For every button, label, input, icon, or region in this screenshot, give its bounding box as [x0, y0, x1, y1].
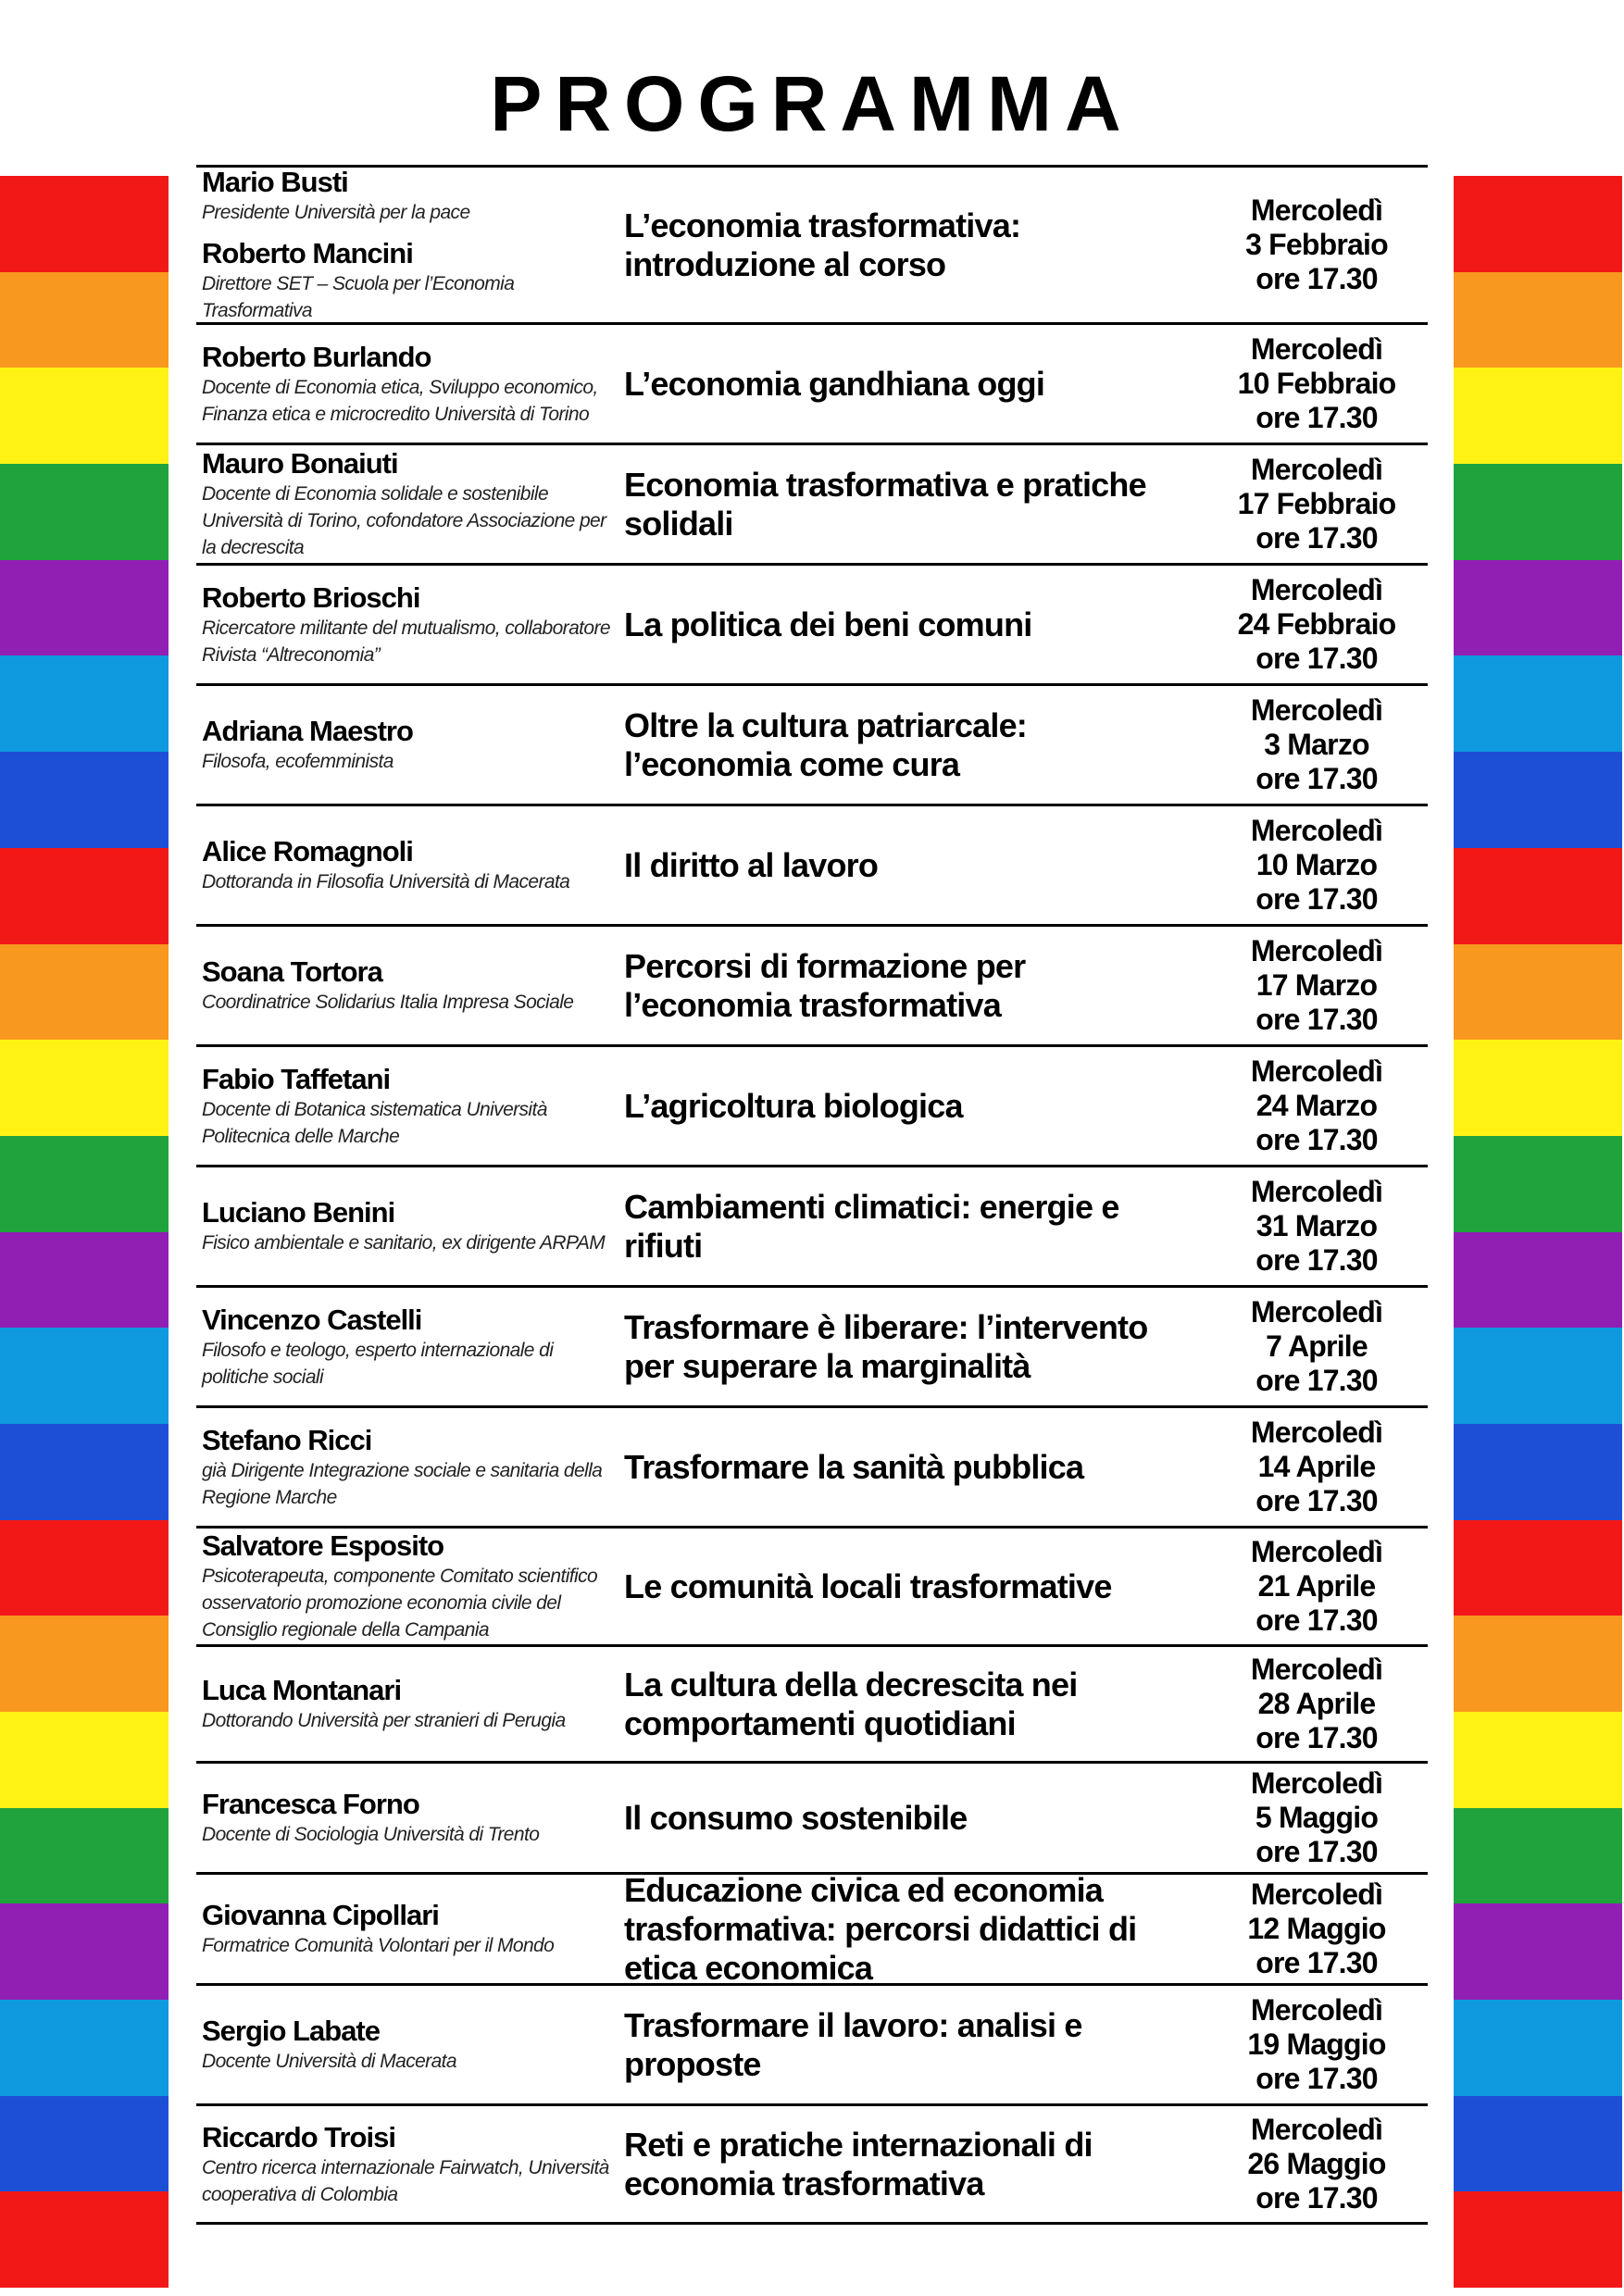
- session-row: [196, 2106, 1428, 2225]
- session-topic: Educazione civica ed economia trasformativa: percorsi didattici di etica economica: [624, 1870, 1137, 1987]
- page-title: PROGRAMMA: [490, 60, 1134, 147]
- color-stripe: [0, 176, 169, 272]
- speaker-role: Centro ricerca internazionale Fairwatch, Università cooperativa di Colombia: [202, 2156, 609, 2205]
- session-topic: Reti e pratiche internazionali di economia trasformativa: [624, 2125, 1093, 2202]
- session-date: [1206, 1986, 1428, 2103]
- speaker-name: Mario Busti: [202, 166, 348, 198]
- session-date: 19 Maggio: [1247, 2028, 1386, 2061]
- rainbow-stripes-left: [0, 176, 169, 2288]
- session-topic: La politica dei beni comuni: [624, 605, 1032, 643]
- session-time: ore 17.30: [1255, 1603, 1378, 1637]
- speakers-cell: [196, 1875, 613, 1983]
- speaker-name: Roberto Mancini: [202, 237, 413, 269]
- speaker-name: Salvatore Esposito: [202, 1529, 444, 1562]
- speakers-cell: [196, 1647, 613, 1761]
- session-day: Mercoledì: [1250, 193, 1383, 227]
- speaker-role: Filosofo e teologo, esperto internazionale di politiche sociali: [202, 1339, 554, 1388]
- session-day: Mercoledì: [1250, 1878, 1383, 1911]
- session-row: [196, 686, 1428, 806]
- color-stripe: [1454, 1136, 1622, 1232]
- color-stripe: [0, 2191, 169, 2288]
- speaker-role: Direttore SET – Scuola per l’Economia Trasformativa: [202, 273, 515, 321]
- speaker-name: Fabio Taffetani: [202, 1062, 391, 1095]
- session-topic: Oltre la cultura patriarcale: l’economia come cura: [624, 705, 1027, 783]
- session-date: [1206, 927, 1428, 1044]
- session-time: ore 17.30: [1255, 762, 1378, 795]
- speakers-cell: [196, 1408, 613, 1526]
- session-time: ore 17.30: [1255, 1003, 1378, 1036]
- session-date: 5 Maggio: [1255, 1801, 1379, 1834]
- speaker: [202, 166, 613, 226]
- speaker-role: Presidente Università per la pace: [202, 202, 470, 223]
- session-day: Mercoledì: [1250, 453, 1383, 486]
- color-stripe: [0, 655, 169, 752]
- session-date: 26 Maggio: [1247, 2147, 1386, 2180]
- session-time: ore 17.30: [1255, 882, 1378, 916]
- color-stripe: [1454, 1040, 1622, 1136]
- speaker: [202, 715, 613, 775]
- session-day: Mercoledì: [1250, 1535, 1383, 1568]
- speaker-name: Sergio Labate: [202, 2015, 380, 2047]
- speaker-role: Docente di Sociologia Università di Trento: [202, 1824, 540, 1845]
- color-stripe: [0, 1520, 169, 1616]
- color-stripe: [1454, 1712, 1622, 1808]
- speaker: [202, 447, 613, 561]
- speakers-cell: [196, 927, 613, 1044]
- session-topic: Percorsi di formazione per l’economia trasformativa: [624, 946, 1026, 1024]
- speaker: [202, 341, 613, 428]
- speaker-role: Dottoranda in Filosofia Università di Macerata: [202, 871, 570, 892]
- session-time: ore 17.30: [1255, 2062, 1378, 2095]
- color-stripe: [1454, 848, 1622, 944]
- speaker-role: Formatrice Comunità Volontari per il Mondo: [202, 1935, 555, 1956]
- speaker: [202, 2015, 613, 2075]
- speaker-role: Docente di Economia solidale e sostenibile Università di Torino, cofondatore Associazione per la decrescita: [202, 483, 606, 558]
- speaker: [202, 1529, 613, 1643]
- session-date: 24 Marzo: [1255, 1089, 1378, 1122]
- session-date: 3 Marzo: [1264, 728, 1369, 761]
- session-row: [196, 1408, 1428, 1529]
- color-stripe: [0, 1903, 169, 2000]
- session-day: Mercoledì: [1250, 1766, 1383, 1800]
- speaker-name: Roberto Brioschi: [202, 580, 420, 614]
- session-date: [1206, 1529, 1428, 1644]
- session-day: Mercoledì: [1250, 1054, 1383, 1088]
- session-row: [196, 445, 1428, 566]
- speaker: [202, 1899, 613, 1959]
- session-row: [196, 1986, 1428, 2106]
- session-date: [1206, 566, 1428, 683]
- session-date: 10 Febbraio: [1237, 367, 1396, 400]
- session-time: ore 17.30: [1255, 1484, 1378, 1517]
- session-date: 24 Febbraio: [1237, 607, 1396, 641]
- speaker: [202, 1674, 613, 1734]
- speaker: [202, 1304, 613, 1391]
- session-topic: Trasformare è liberare: l’intervento per superare la marginalità: [624, 1307, 1148, 1385]
- color-stripe: [1454, 368, 1622, 464]
- color-stripe: [0, 944, 169, 1041]
- session-date: [1206, 1647, 1428, 1761]
- rainbow-stripes-right: [1454, 176, 1622, 2288]
- speaker-role: Docente di Economia etica, Sviluppo economico, Finanza etica e microcredito Università di Torino: [202, 376, 598, 425]
- speakers-cell: [196, 325, 613, 443]
- session-day: Mercoledì: [1250, 934, 1383, 967]
- session-date: [1206, 325, 1428, 443]
- speakers-cell: [196, 1529, 613, 1644]
- session-day: Mercoledì: [1250, 1295, 1383, 1329]
- session-day: Mercoledì: [1250, 2113, 1383, 2146]
- color-stripe: [1454, 1903, 1622, 2000]
- session-day: Mercoledì: [1250, 1416, 1383, 1449]
- session-row: [196, 1167, 1428, 1288]
- session-date: 17 Marzo: [1255, 968, 1378, 1002]
- speaker: [202, 1196, 613, 1256]
- session-topic: L’agricoltura biologica: [624, 1086, 963, 1125]
- speaker: [202, 2121, 613, 2208]
- color-stripe: [1454, 560, 1622, 656]
- speakers-cell: [196, 806, 613, 924]
- session-date: [1206, 2106, 1428, 2222]
- session-day: Mercoledì: [1250, 814, 1383, 847]
- session-time: ore 17.30: [1255, 401, 1378, 434]
- session-day: Mercoledì: [1250, 573, 1383, 606]
- speaker-role: Fisico ambientale e sanitario, ex dirigente ARPAM: [202, 1232, 606, 1254]
- session-row: [196, 1870, 1428, 1987]
- session-row: [196, 1529, 1428, 1647]
- color-stripe: [1454, 944, 1622, 1041]
- speakers-cell: [196, 168, 613, 322]
- session-date: [1206, 1167, 1428, 1285]
- speaker-role: Ricercatore militante del mutualismo, collaboratore Rivista “Altreconomia”: [202, 617, 610, 666]
- session-row: [196, 1647, 1428, 1764]
- speaker-name: Roberto Burlando: [202, 340, 431, 373]
- session-day: Mercoledì: [1250, 693, 1383, 727]
- session-time: ore 17.30: [1255, 2181, 1378, 2215]
- speakers-cell: [196, 445, 613, 563]
- speaker-role: Docente di Botanica sistematica Università Politecnica delle Marche: [202, 1098, 547, 1147]
- speakers-cell: [196, 1288, 613, 1405]
- session-row: [196, 806, 1428, 927]
- color-stripe: [0, 752, 169, 848]
- session-date: 21 Aprile: [1257, 1569, 1376, 1603]
- session-date: 10 Marzo: [1255, 848, 1378, 881]
- session-day: Mercoledì: [1250, 1993, 1383, 2027]
- color-stripe: [0, 560, 169, 656]
- session-date: 3 Febbraio: [1245, 228, 1388, 261]
- session-time: ore 17.30: [1255, 262, 1378, 295]
- session-topic: Il diritto al lavoro: [624, 845, 879, 884]
- color-stripe: [1454, 2000, 1622, 2096]
- color-stripe: [1454, 1232, 1622, 1329]
- color-stripe: [1454, 1808, 1622, 1904]
- session-time: ore 17.30: [1255, 1123, 1378, 1156]
- speaker-name: Alice Romagnoli: [202, 835, 413, 867]
- color-stripe: [0, 848, 169, 944]
- color-stripe: [0, 1232, 169, 1329]
- speaker-name: Stefano Ricci: [202, 1423, 372, 1456]
- color-stripe: [1454, 1520, 1622, 1616]
- session-date: [1206, 168, 1428, 322]
- session-time: ore 17.30: [1255, 642, 1378, 675]
- session-row: [196, 1288, 1428, 1408]
- session-date: [1206, 1875, 1428, 1983]
- session-time: ore 17.30: [1255, 1243, 1378, 1277]
- session-day: Mercoledì: [1250, 1653, 1383, 1686]
- session-topic: Le comunità locali trasformative: [624, 1566, 1112, 1605]
- session-row: [196, 1047, 1428, 1167]
- color-stripe: [0, 2000, 169, 2096]
- color-stripe: [0, 1040, 169, 1136]
- speaker-name: Luca Montanari: [202, 1674, 402, 1706]
- session-row: [196, 1764, 1428, 1875]
- speaker-name: Vincenzo Castelli: [202, 1303, 422, 1336]
- color-stripe: [0, 2096, 169, 2192]
- color-stripe: [0, 1712, 169, 1808]
- session-row: [196, 325, 1428, 445]
- color-stripe: [0, 272, 169, 368]
- session-topic: Trasformare la sanità pubblica: [624, 1447, 1084, 1486]
- speaker: [202, 237, 613, 324]
- session-row: [196, 566, 1428, 686]
- session-row: [196, 168, 1428, 325]
- speaker: [202, 835, 613, 895]
- session-date: 14 Aprile: [1257, 1450, 1376, 1483]
- session-date: 31 Marzo: [1255, 1209, 1378, 1242]
- color-stripe: [1454, 272, 1622, 368]
- session-date: [1206, 686, 1428, 804]
- color-stripe: [1454, 655, 1622, 752]
- color-stripe: [0, 464, 169, 560]
- session-date: [1206, 445, 1428, 563]
- color-stripe: [1454, 1328, 1622, 1424]
- speaker: [202, 1788, 613, 1848]
- speaker-role: già Dirigente Integrazione sociale e sanitaria della Regione Marche: [202, 1459, 603, 1508]
- color-stripe: [0, 368, 169, 464]
- session-time: ore 17.30: [1255, 1364, 1378, 1397]
- speakers-cell: [196, 686, 613, 804]
- color-stripe: [1454, 176, 1622, 272]
- session-date: 7 Aprile: [1266, 1329, 1368, 1363]
- speakers-cell: [196, 2106, 613, 2222]
- color-stripe: [1454, 464, 1622, 560]
- color-stripe: [1454, 752, 1622, 848]
- session-topic: Trasformare il lavoro: analisi e proposte: [624, 2005, 1082, 2083]
- color-stripe: [1454, 2191, 1622, 2288]
- color-stripe: [0, 1136, 169, 1232]
- session-time: ore 17.30: [1255, 521, 1378, 555]
- speaker: [202, 581, 613, 668]
- session-date: 17 Febbraio: [1237, 487, 1396, 520]
- color-stripe: [0, 1424, 169, 1520]
- session-time: ore 17.30: [1255, 1946, 1378, 1979]
- speaker-role: Filosofa, ecofemminista: [202, 751, 394, 772]
- session-date: 12 Maggio: [1247, 1912, 1386, 1945]
- color-stripe: [0, 1808, 169, 1904]
- speakers-cell: [196, 1047, 613, 1165]
- session-date: [1206, 1047, 1428, 1165]
- session-row: [196, 927, 1428, 1047]
- session-date: [1206, 806, 1428, 924]
- session-date: [1206, 1764, 1428, 1872]
- color-stripe: [0, 1328, 169, 1424]
- speakers-cell: [196, 1986, 613, 2103]
- session-day: Mercoledì: [1250, 332, 1383, 366]
- session-topic: Economia trasformativa e pratiche solidali: [624, 465, 1146, 543]
- schedule-table: [196, 165, 1428, 2225]
- speaker-role: Coordinatrice Solidarius Italia Impresa Sociale: [202, 992, 574, 1013]
- session-topic: L’economia trasformativa: introduzione al corso: [624, 206, 1021, 283]
- speaker-name: Luciano Benini: [202, 1196, 395, 1229]
- speaker: [202, 1063, 613, 1150]
- speaker: [202, 1424, 613, 1511]
- session-topic: L’economia gandhiana oggi: [624, 364, 1045, 403]
- session-time: ore 17.30: [1255, 1721, 1378, 1754]
- session-topic: Il consumo sostenibile: [624, 1798, 968, 1837]
- session-day: Mercoledì: [1250, 1175, 1383, 1208]
- session-topic: Cambiamenti climatici: energie e rifiuti: [624, 1187, 1119, 1265]
- session-time: ore 17.30: [1255, 1835, 1378, 1868]
- speakers-cell: [196, 1167, 613, 1285]
- session-date: [1206, 1288, 1428, 1405]
- color-stripe: [0, 1616, 169, 1712]
- speaker-name: Mauro Bonaiuti: [202, 447, 398, 480]
- speaker-role: Docente Università di Macerata: [202, 2051, 456, 2072]
- speakers-cell: [196, 566, 613, 683]
- session-topic: La cultura della decrescita nei comportamenti quotidiani: [624, 1665, 1078, 1742]
- session-date: 28 Aprile: [1257, 1687, 1376, 1720]
- speaker-name: Adriana Maestro: [202, 715, 413, 747]
- speaker-name: Soana Tortora: [202, 955, 382, 988]
- color-stripe: [1454, 1616, 1622, 1712]
- speakers-cell: [196, 1764, 613, 1872]
- color-stripe: [1454, 1424, 1622, 1520]
- speaker-name: Riccardo Troisi: [202, 2120, 395, 2153]
- speaker-name: Francesca Forno: [202, 1788, 419, 1820]
- speaker-role: Psicoterapeuta, componente Comitato scientifico osservatorio promozione economia civile del Consiglio regionale della Campania: [202, 1566, 598, 1641]
- speaker-role: Dottorando Università per stranieri di Perugia: [202, 1710, 566, 1731]
- color-stripe: [1454, 2096, 1622, 2192]
- speaker: [202, 955, 613, 1016]
- session-date: [1206, 1408, 1428, 1526]
- speaker-name: Giovanna Cipollari: [202, 1899, 439, 1931]
